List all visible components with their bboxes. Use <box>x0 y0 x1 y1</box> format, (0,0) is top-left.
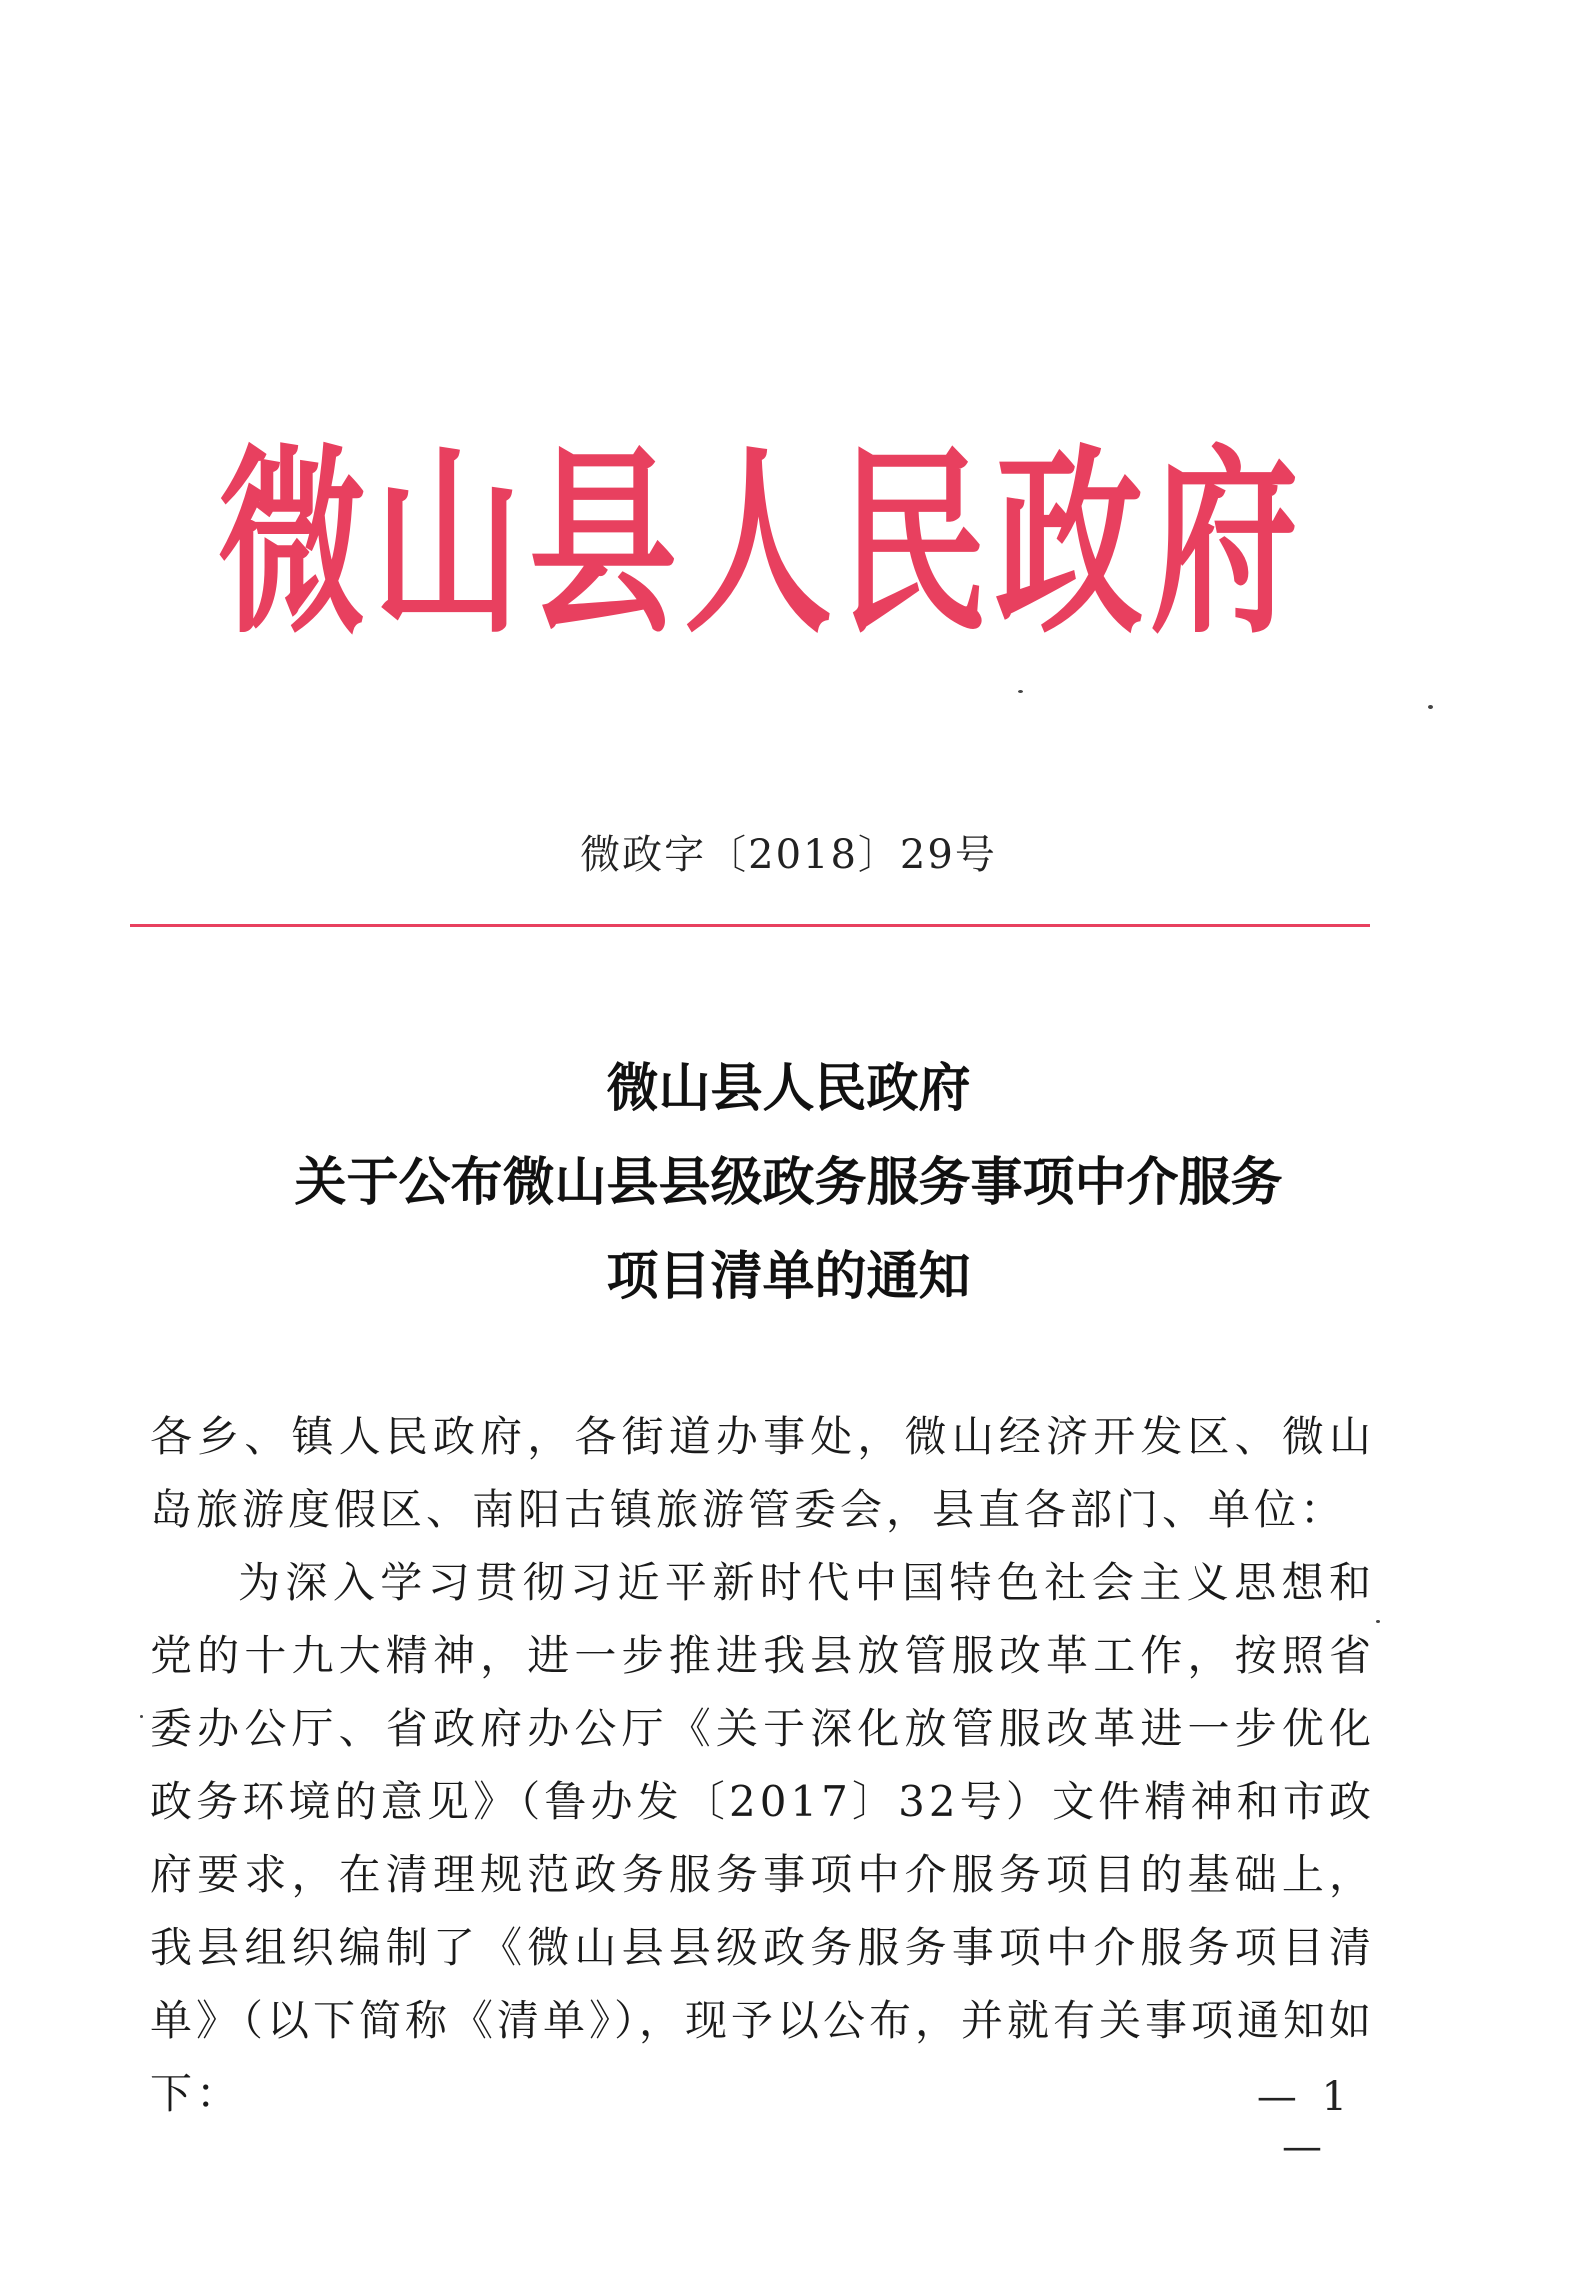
red-divider-line <box>130 924 1370 927</box>
page-number: — 1 — <box>1256 2074 1354 2170</box>
document-number: 微政字〔2018〕29号 <box>580 832 997 878</box>
notice-body <box>150 1400 1375 2130</box>
addressees-paragraph: 各乡、镇人民政府，各街道办事处，微山经济开发区、微山岛旅游度假区、南阳古镇旅游管委会，县直各部门、单位： <box>150 1412 1375 1534</box>
notice-title-line-2: 关于公布微山县县级政务服务事项中介服务 <box>294 1153 1283 1213</box>
scan-speck <box>1428 705 1433 709</box>
masthead-title: 微山县人民政府 <box>218 428 1306 661</box>
scan-speck <box>1376 1620 1380 1623</box>
scan-speck <box>140 1715 143 1718</box>
scan-speck <box>1018 690 1023 693</box>
body-paragraph-1: 为深入学习贯彻习近平新时代中国特色社会主义思想和党的十九大精神，进一步推进我县放管服改革工作，按照省委办公厅、省政府办公厅《关于深化放管服改革进一步优化政务环境的意见》（鲁办发〔2017〕32号）文件精神和市政府要求，在清理规范政务服务事项中介服务项目的基础上，我县组织编制了《微山县县级政务服务事项中介服务项目清单》（以下简称《清单》），现予以公布，并就有关事项通知如下： <box>150 1558 1376 2118</box>
notice-title-line-1: 微山县人民政府 <box>606 1059 971 1119</box>
notice-title-line-3: 项目清单的通知 <box>606 1247 971 1307</box>
notice-title <box>0 1042 1577 1324</box>
